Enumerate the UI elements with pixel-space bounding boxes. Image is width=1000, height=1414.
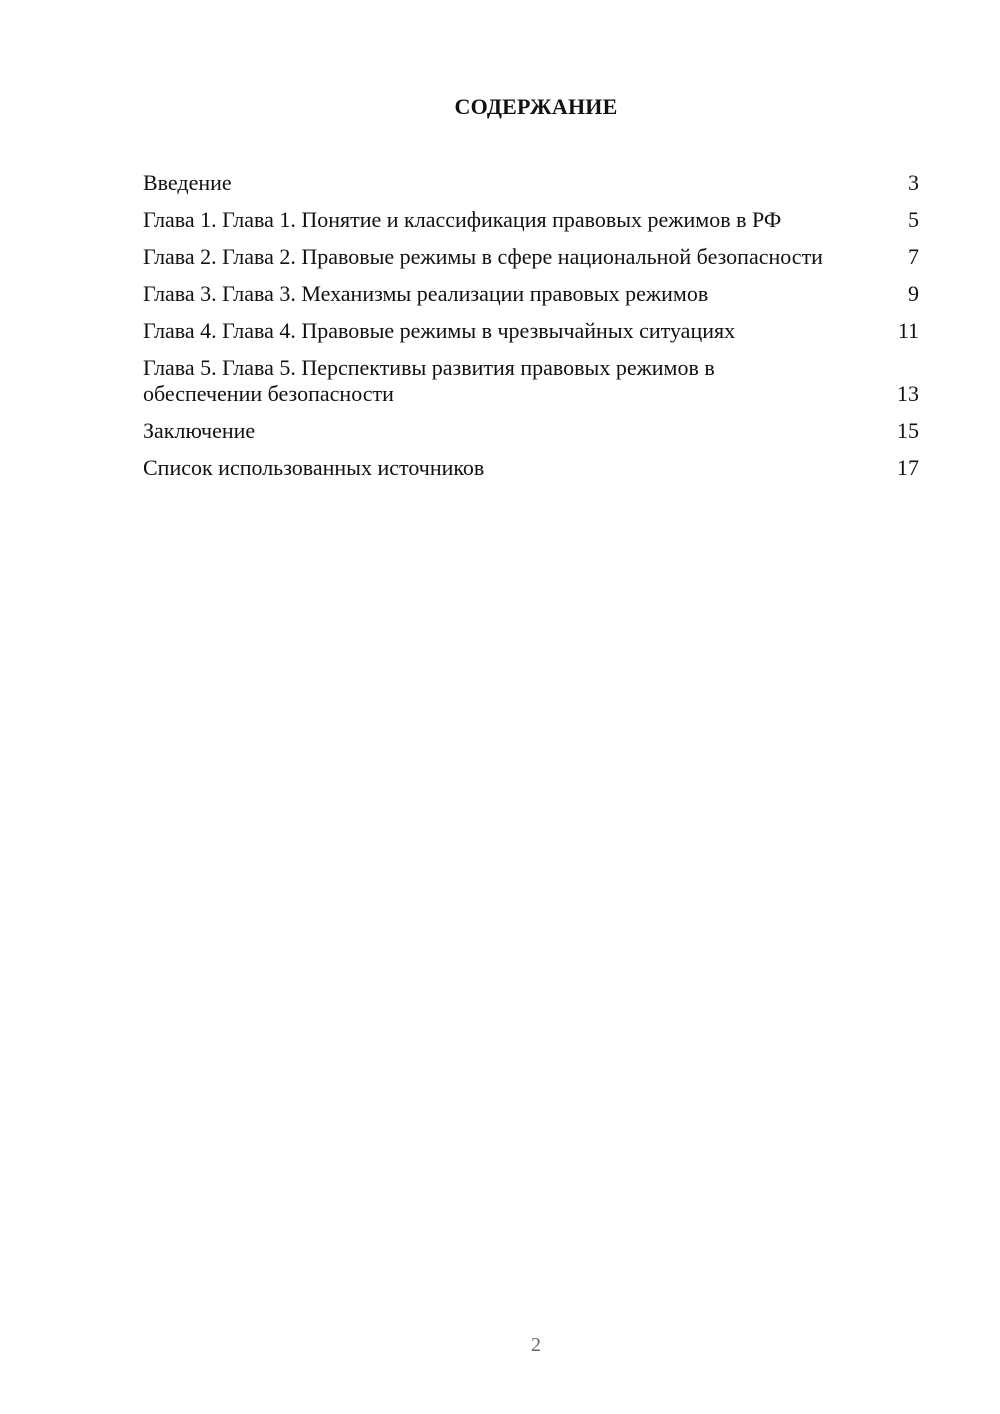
- toc-entry-text: Глава 5. Глава 5. Перспективы развития правовых режимов в обеспечении безопасности: [143, 355, 715, 406]
- toc-entry-text: Глава 3. Глава 3. Механизмы реализации правовых режимов: [143, 281, 709, 306]
- table-of-contents: [143, 170, 919, 492]
- toc-entry-text: Заключение: [143, 418, 256, 443]
- toc-entry-text: Список использованных источников: [143, 455, 485, 480]
- toc-entry-page: 9: [908, 281, 919, 306]
- toc-entry-chapter-2: [143, 244, 919, 270]
- toc-entry-introduction: [143, 170, 919, 196]
- toc-entry-page: 5: [908, 207, 919, 232]
- toc-entry-text: Введение: [143, 170, 232, 195]
- toc-entry-page: 15: [897, 418, 919, 443]
- page-title: СОДЕРЖАНИЕ: [454, 94, 618, 119]
- toc-entry-text: Глава 2. Глава 2. Правовые режимы в сфере национальной безопасности: [143, 244, 823, 269]
- toc-entry-page: 7: [908, 244, 919, 269]
- toc-entry-text: Глава 1. Глава 1. Понятие и классификация правовых режимов в РФ: [143, 207, 782, 232]
- toc-entry-chapter-5: [143, 355, 919, 407]
- toc-entry-page: 11: [897, 318, 919, 343]
- toc-entry-chapter-4: [143, 318, 919, 344]
- toc-entry-text: Глава 4. Глава 4. Правовые режимы в чрезвычайных ситуациях: [143, 318, 736, 343]
- toc-entry-chapter-3: [143, 281, 919, 307]
- toc-entry-page: 3: [908, 170, 919, 195]
- toc-entry-page: 17: [897, 455, 919, 480]
- toc-entry-conclusion: [143, 418, 919, 444]
- toc-entry-references: [143, 455, 919, 481]
- page-number: 2: [531, 1334, 541, 1356]
- toc-entry-page: 13: [897, 381, 919, 406]
- toc-entry-chapter-1: [143, 207, 919, 233]
